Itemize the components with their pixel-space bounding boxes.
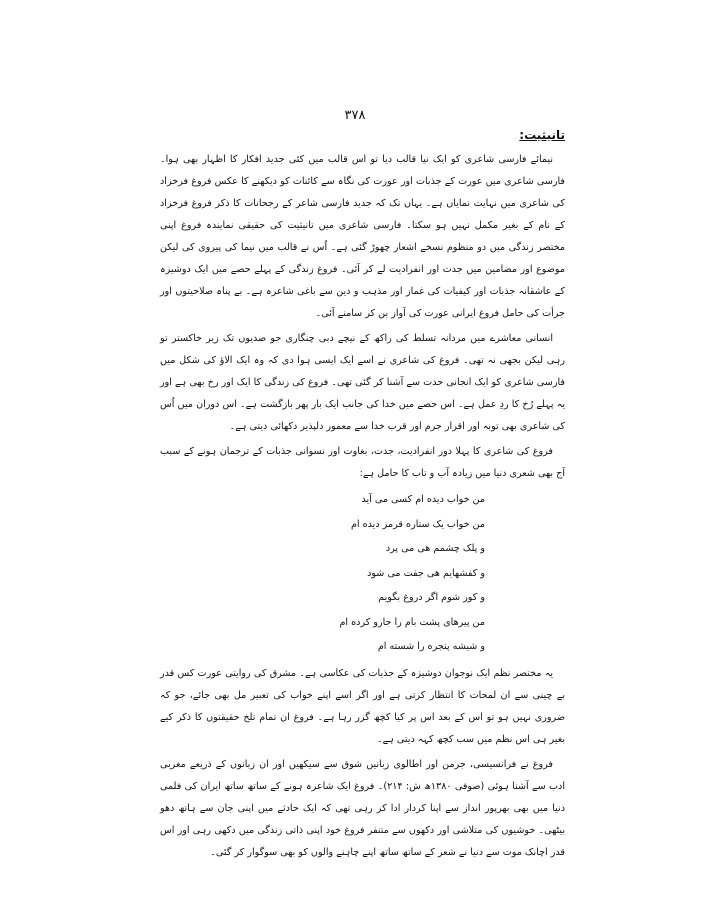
poem-verse: و پلک چشمم هی می پرد (385, 543, 485, 554)
page-content (160, 126, 565, 867)
poem-verse: و کور شوم اگر دروغ بگویم (378, 592, 485, 603)
section-heading: تانیثیت: (519, 128, 565, 142)
poem-verse: من خواب یک ستاره قرمز دیده ام (350, 518, 485, 530)
poem-verse: من پیرهای پشت بام را جارو کرده ام (339, 616, 485, 628)
poem-verse: من خواب دیده ام کسی می آید (361, 494, 485, 505)
paragraph: یہ مختصر نظم ایک نوجوان دوشیزہ کے جذبات کی عکاسی ہے۔ مشرق کی روایتی عورت کس قدر بے چینی سے ان لمحات کا انتظار کرتی ہے اور اگر اسے اپنے خواب کی تعبیر مل بھی جائے، جو کہ ضروری نہیں ہو تو اس کے بعد اس پر کیا کچھ گزر رہا ہے۔ فروغ ان تمام تلخ حقیقتوں کا ذکر کیے بغیر ہی اس نظم میں سب کچھ کہہ دیتی ہے۔ (160, 667, 565, 745)
paragraph: نیمائے فارسی شاعری کو ایک نیا قالب دیا تو اس قالب میں کئی جدید افکار کا اظہار بھی ہوا۔ فارسی شاعری میں عورت کے جذبات اور عورت کی نگاہ سے کائنات کو دیکھنے کا عکس فروغ فرخزاد کی شاعری میں نہایت نمایاں ہے۔ یہاں تک کہ جدید فارسی شاعر کے رجحانات کا ذکر فروغ فرخزاد کے نام کے بغیر مکمل نہیں ہو سکتا۔ فارسی شاعری میں تانیثیت کی حقیقی نمایندہ فروغ اپنی مختصر زندگی میں دو منظوم نسخے اشعار چھوڑ گئی ہے۔ اُس نے قالب میں نیما کی پیروی کی لیکن موضوع اور مضامین میں جدت اور انفرادیت لے کر آئی۔ فروغ زندگی کے پہلے حصے میں ایک دوشیزہ کے عاشقانہ جذبات اور کیفیات کی غماز اور مذہب و دین سے باغی شاعرہ ہے۔ بے پناہ صلاحیتوں اور جرأت کی حامل فروغ ایرانی عورت کی آواز بن کر سامنے آئی۔ (160, 154, 565, 319)
page-number: ۳۷۸ (344, 108, 366, 123)
poem-block (160, 488, 565, 660)
poem-verse: و کفشهایم هی جفت می شود (367, 567, 485, 579)
paragraph: فروغ نے فرانسیسی، جرمن اور اطالوی زبانیں شوق سے سیکھیں اور ان زبانوں کے ذریعے مغربی ادب سے آشنا ہوئی (صوفی ۱۳۸۰ھ ش: ۲۱۴)۔ فروغ ایک شاعرہ ہونے کے ساتھ ساتھ ایران کی فلمی دنیا میں بھی بھرپور انداز سے اپنا کردار ادا کر رہی تھی کہ ایک حادثے میں اپنی جان سے ہاتھ دھو بیٹھی۔ خوشیوں کی متلاشی اور دکھوں سے متنفر فروغ خود اپنی ذاتی زندگی میں دکھی رہی اور اس قدر اچانک موت سے دنیا نے شعر کے ساتھ ساتھ اپنے چاہنے والوں کو بھی سوگوار کر گئی۔ (160, 758, 565, 858)
paragraph: انسانی معاشرے میں مردانہ تسلط کی راکھ کے نیچے دبی چنگاری جو صدیوں تک زیر خاکستر تو رہی لیکن بجھی نہ تھی۔ فروغ کی شاعری نے اسے ایک ایسی ہوا دی کہ وہ ایک الاؤ کی شکل میں فارسی شاعری کو ایک انجانی حدت سے آشنا کر گئی تھی۔ فروغ کی زندگی کا ایک اور رخ بھی ہے اور یہ پہلے رُخ کا ردِ عمل ہے۔ اس حصے میں خدا کی جانب ایک بار پھر بازگشت ہے۔ اس دوران میں اُس کی شاعری بھی توبہ اور اقرار جرم اور قرب خدا سے معمور دلپذیر دکھائی دیتی ہے۔ (160, 333, 565, 432)
paragraph: فروغ کی شاعری کا پہلا دور انفرادیت، جدت، بغاوت اور نسوانی جذبات کے ترجمان ہونے کے سبب آج بھی شعری دنیا میں زیادہ آب و تاب کا حامل ہے: (160, 446, 565, 479)
poem-verse: و شیشه پنجره را شسته ام (377, 641, 485, 652)
